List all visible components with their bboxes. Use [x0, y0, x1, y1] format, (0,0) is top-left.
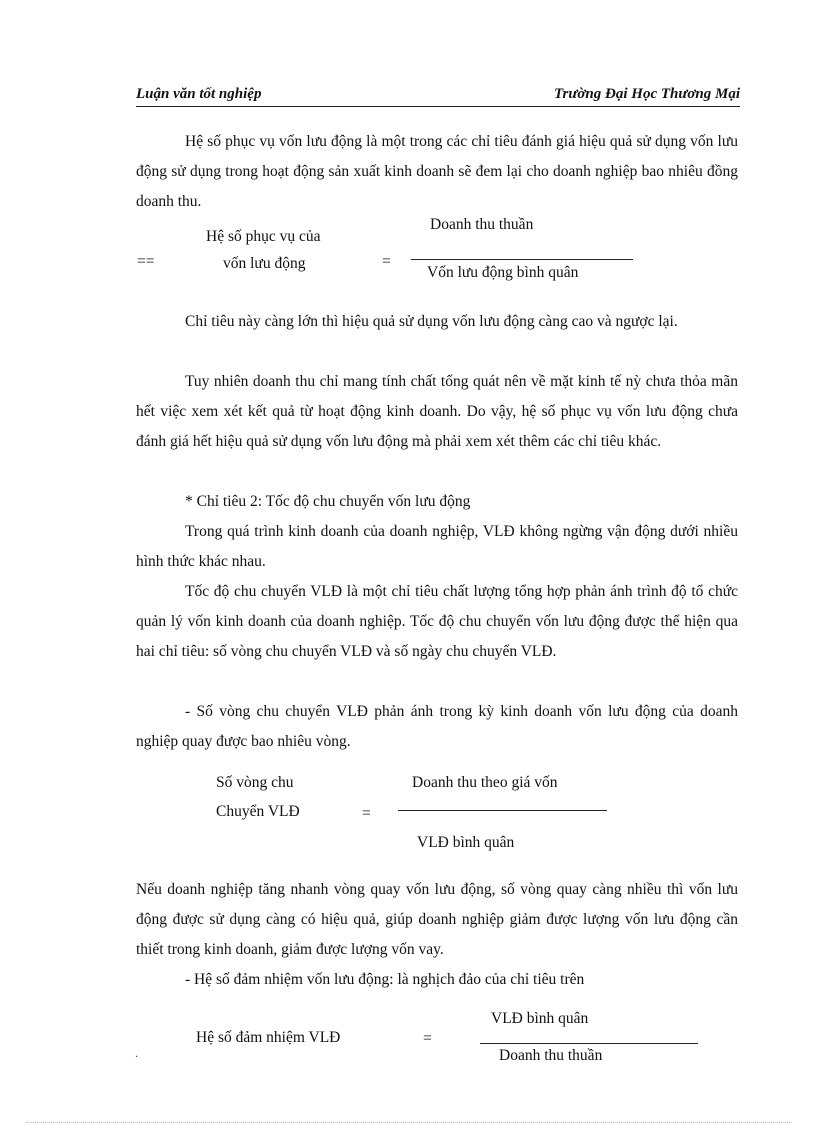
formula1-label-line2: vốn lưu động: [223, 255, 306, 272]
formula1-prefix: ==: [137, 253, 155, 270]
formula2-fraction-bar: [398, 810, 607, 811]
paragraph-8: Nếu doanh nghiệp tăng nhanh vòng quay vốn lưu động, số vòng quay càng nhiều thì vốn lưu động được sử dụng càng có hiệu quả, giúp doanh nghiệp giảm được lượng vốn lưu động cần thiết trong kinh doanh, giảm được lượng vốn vay.: [136, 881, 738, 958]
footer-dot-mark: .: [135, 1046, 138, 1060]
paragraph-7: - Số vòng chu chuyển VLĐ phản ánh trong kỳ kinh doanh vốn lưu động của doanh nghiệp quay được bao nhiêu vòng.: [136, 703, 738, 750]
paragraph-5: Trong quá trình kinh doanh của doanh nghiệp, VLĐ không ngừng vận động dưới nhiều hình thức khác nhau.: [136, 523, 738, 570]
paragraph-1: Hệ số phục vụ vốn lưu động là một trong các chỉ tiêu đánh giá hiệu quả sử dụng vốn lưu động sử dụng trong hoạt động sản xuất kinh doanh sẽ đem lại cho doanh nghiệp bao nhiêu đồng doanh thu.: [136, 133, 738, 210]
formula2-denominator: VLĐ bình quân: [417, 834, 515, 851]
formula2-equals: =: [362, 805, 371, 822]
header-left-title: Luận văn tốt nghiệp: [136, 86, 262, 102]
formula1-numerator: Doanh thu thuần: [430, 216, 534, 233]
formula2-label-line2: Chuyển VLĐ: [216, 803, 300, 820]
formula1-denominator: Vốn lưu động bình quân: [427, 264, 579, 281]
formula3-numerator: VLĐ bình quân: [491, 1010, 589, 1027]
formula1-equals: =: [382, 253, 391, 270]
formula2-numerator: Doanh thu theo giá vốn: [412, 774, 558, 791]
paragraph-4: * Chỉ tiêu 2: Tốc độ chu chuyển vốn lưu động: [185, 493, 471, 510]
paragraph-2: Chỉ tiêu này càng lớn thì hiệu quả sử dụng vốn lưu động càng cao và ngược lại.: [185, 313, 678, 330]
paragraph-9: - Hệ số đảm nhiệm vốn lưu động: là nghịch đảo của chỉ tiêu trên: [185, 971, 585, 988]
formula2-label-line1: Số vòng chu: [216, 774, 294, 791]
paragraph-6: Tốc độ chu chuyển VLĐ là một chỉ tiêu chất lượng tổng hợp phản ánh trình độ tổ chức quản lý vốn kinh doanh của doanh nghiệp. Tốc độ chu chuyển vốn lưu động được thể hiện qua hai chỉ tiêu: số vòng chu chuyển VLĐ và số ngày chu chuyển VLĐ.: [136, 583, 738, 660]
paragraph-3: Tuy nhiên doanh thu chỉ mang tính chất tổng quát nên về mặt kinh tế nỳ chưa thỏa mãn hết việc xem xét kết quả từ hoạt động kinh doanh. Do vậy, hệ số phục vụ vốn lưu động chưa đánh giá hết hiệu quả sử dụng vốn lưu động mà phải xem xét thêm các chỉ tiêu khác.: [136, 373, 738, 450]
formula3-equals: =: [423, 1030, 432, 1047]
page-header: [136, 86, 740, 107]
header-right-title: Trường Đại Học Thương Mại: [553, 86, 740, 102]
formula1-fraction-bar: [411, 259, 633, 260]
formula1-label-line1: Hệ số phục vụ của: [206, 228, 321, 245]
formula3-denominator: Doanh thu thuần: [499, 1047, 603, 1064]
formula3-label: Hệ số đảm nhiệm VLĐ: [196, 1029, 341, 1046]
formula3-fraction-bar: [480, 1043, 698, 1044]
